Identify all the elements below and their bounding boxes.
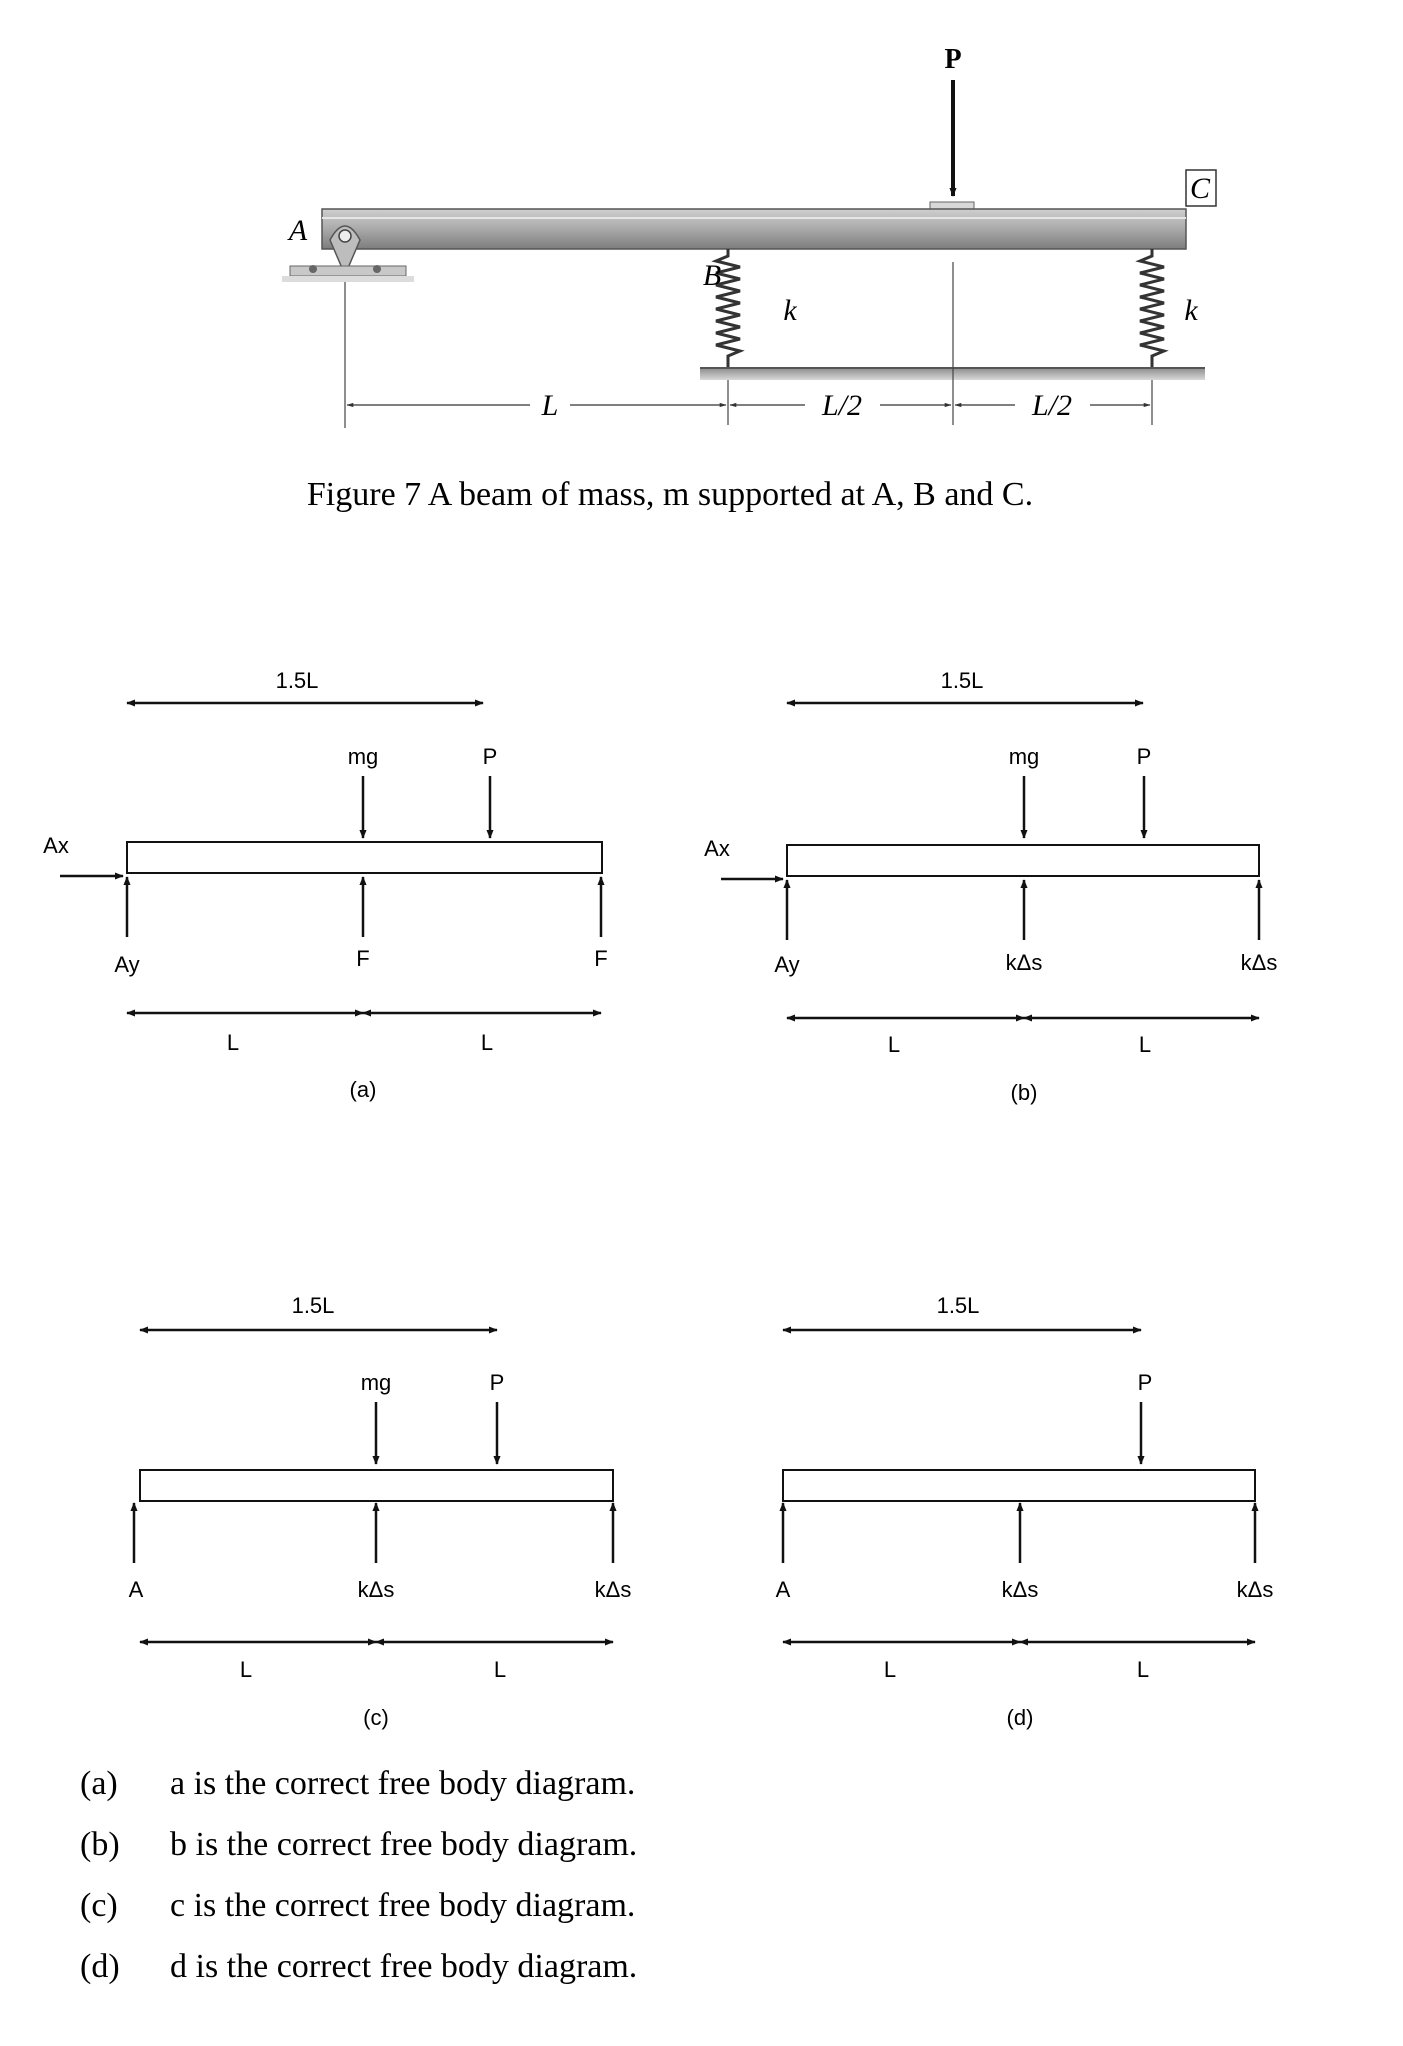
right-reaction-label: kΔs <box>594 1577 632 1602</box>
option-letter: (a) <box>80 1765 118 1802</box>
span-top-label: 1.5L <box>940 668 984 693</box>
label-k-c: k <box>1184 294 1198 327</box>
span-left-label: L <box>239 1657 253 1682</box>
answer-options <box>80 1765 637 1985</box>
diagram-caption: (a) <box>349 1077 377 1102</box>
diagram-caption: (d) <box>1006 1705 1034 1730</box>
left-reaction-label: A <box>775 1577 791 1602</box>
option-c[interactable] <box>80 1887 635 1924</box>
beam-rect <box>787 845 1259 876</box>
mid-reaction-label: kΔs <box>1005 950 1043 975</box>
option-b[interactable] <box>80 1826 637 1863</box>
beam-rect <box>140 1470 613 1501</box>
left-reaction-label: Ay <box>774 952 800 977</box>
load-label-mg: mg <box>347 744 379 769</box>
load-p-label: P <box>944 44 962 75</box>
option-text: b is the correct free body diagram. <box>170 1826 638 1863</box>
diagram-caption: (c) <box>363 1705 389 1730</box>
span-right-label: L <box>1138 1032 1152 1057</box>
label-a: A <box>288 214 308 247</box>
right-reaction-label: kΔs <box>1236 1577 1274 1602</box>
fbd-b <box>704 668 1277 1105</box>
figure-7 <box>282 44 1216 513</box>
right-reaction-label: F <box>594 946 608 971</box>
dim-half1-label: L/2 <box>821 389 863 422</box>
load-label-p: P <box>1137 1370 1153 1395</box>
span-right-label: L <box>493 1657 507 1682</box>
beam <box>322 209 1186 249</box>
span-left-label: L <box>883 1657 897 1682</box>
load-label-mg: mg <box>360 1370 392 1395</box>
label-b: B <box>702 259 722 292</box>
span-left-label: L <box>226 1030 240 1055</box>
option-text: d is the correct free body diagram. <box>170 1948 638 1985</box>
dim-l-label: L <box>541 389 559 422</box>
ax-label: Ax <box>43 833 69 858</box>
option-letter: (b) <box>80 1826 120 1863</box>
left-reaction-label: Ay <box>114 952 140 977</box>
load-label-p: P <box>1136 744 1152 769</box>
mid-reaction-label: kΔs <box>357 1577 395 1602</box>
right-reaction-label: kΔs <box>1240 950 1278 975</box>
span-top-label: 1.5L <box>291 1293 335 1318</box>
span-top-label: 1.5L <box>275 668 319 693</box>
beam-rect <box>127 842 602 873</box>
spring-c <box>1140 249 1164 370</box>
span-right-label: L <box>480 1030 494 1055</box>
option-text: c is the correct free body diagram. <box>170 1887 636 1924</box>
fbd-d <box>776 1293 1274 1730</box>
mid-reaction-label: F <box>356 946 370 971</box>
ax-label: Ax <box>704 836 730 861</box>
left-reaction-label: A <box>128 1577 144 1602</box>
span-top-label: 1.5L <box>936 1293 980 1318</box>
load-label-p: P <box>489 1370 505 1395</box>
beam-rect <box>783 1470 1255 1501</box>
label-k-b: k <box>783 294 797 327</box>
option-text: a is the correct free body diagram. <box>170 1765 636 1802</box>
label-c: C <box>1189 172 1211 205</box>
span-right-label: L <box>1136 1657 1150 1682</box>
option-letter: (d) <box>80 1948 120 1985</box>
option-d[interactable] <box>80 1948 637 1985</box>
fbd-a <box>43 668 608 1102</box>
option-a[interactable] <box>80 1765 635 1802</box>
fbd-c <box>129 1293 632 1730</box>
diagram-caption: (b) <box>1010 1080 1038 1105</box>
load-label-p: P <box>482 744 498 769</box>
span-left-label: L <box>887 1032 901 1057</box>
load-label-mg: mg <box>1008 744 1040 769</box>
load-plate <box>930 202 974 209</box>
option-letter: (c) <box>80 1887 118 1924</box>
dim-half2-label: L/2 <box>1031 389 1073 422</box>
figure-7-caption: Figure 7 A beam of mass, m supported at A, B and C. <box>306 476 1034 513</box>
mid-reaction-label: kΔs <box>1001 1577 1039 1602</box>
